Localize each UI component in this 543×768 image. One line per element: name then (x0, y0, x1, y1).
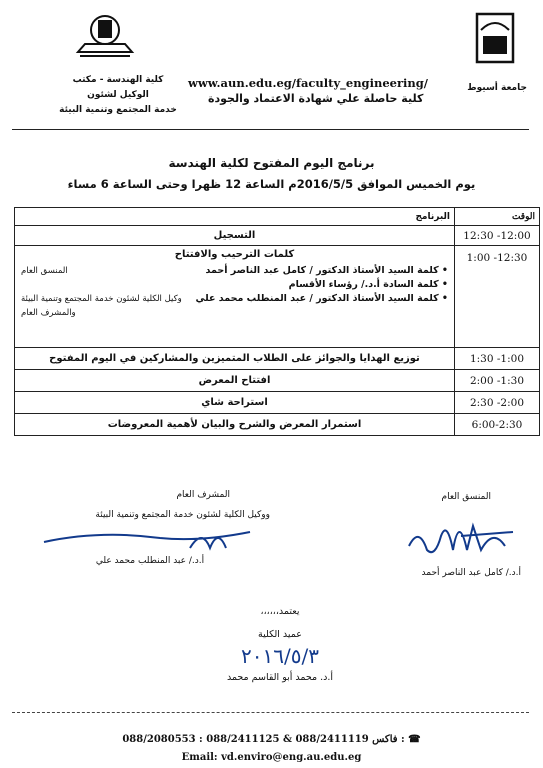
supervisor-title: المشرف العام (176, 490, 230, 500)
table-row (15, 246, 540, 348)
row-time: 2:00 -1:30 (455, 370, 540, 392)
header-divider (12, 129, 529, 130)
table-row (15, 392, 540, 414)
supervisor-signature (40, 520, 270, 556)
approved-label: يعتمد،،،،،، (260, 606, 300, 617)
faculty-logo (70, 8, 140, 58)
row-activity: التسجيل (15, 226, 455, 246)
institute-line-2: خدمة المجتمع وتنمية البيئة (59, 105, 177, 115)
supervisor-signature-block (30, 490, 270, 566)
welcome-extra-note: والمشرف العام (21, 308, 76, 318)
page-subtitle: يوم الخميس الموافق 2016/5/5م الساعة 12 ظهرا وحتى الساعة 6 مساء (67, 177, 476, 191)
footer-email[interactable]: Email: vd.enviro@eng.au.edu.eg (181, 752, 362, 763)
column-header-program: البرنامج (15, 208, 455, 226)
footer-phones: 088/2080553 : فاكس 088/2411119 & 088/2411125 : ☎ (122, 734, 421, 745)
dean-name: أ.د. محمد أبو القاسم محمد (226, 672, 334, 683)
welcome-item (21, 292, 448, 306)
row-activity: توزيع الهدايا والجوائز على الطلاب المتميزين والمشاركين في اليوم المفتوح (15, 348, 455, 370)
institute-name (58, 73, 178, 118)
welcome-note: المنسق العام (21, 266, 68, 276)
row-activity: كلمات الترحيب والافتتاح (174, 249, 295, 260)
column-header-time: الوقت (455, 208, 540, 226)
row-time: 12:30 -12:00 (455, 226, 540, 246)
coordinator-title: المنسق العام (441, 492, 491, 502)
welcome-speech: • كلمة السيد الأستاذ الدكتور / كامل عبد الناصر أحمد (205, 265, 448, 276)
row-activity: افتتاح المعرض (15, 370, 455, 392)
table-row (15, 348, 540, 370)
table-row (15, 414, 540, 436)
program-table (14, 207, 540, 436)
row-activity: استراحة شاي (15, 392, 455, 414)
row-time: 1:30 -1:00 (455, 348, 540, 370)
footer-divider (12, 712, 529, 713)
coordinator-name: أ.د./ كامل عبد الناصر أحمد (421, 568, 521, 578)
dean-approval-block (180, 606, 380, 683)
row-time: 2:30 -2:00 (455, 392, 540, 414)
welcome-speech: • كلمة السادة أ.د./ رؤساء الأقسام (288, 279, 448, 290)
supervisor-role: ووكيل الكلية لشئون خدمة المجتمع وتنمية البيئة (95, 510, 270, 520)
dean-title: عميد الكلية (258, 629, 302, 640)
faculty-url[interactable]: www.aun.edu.eg/faculty_engineering/ (188, 76, 428, 90)
row-activity: استمرار المعرض والشرح والبيان لأهمية المعروضات (15, 414, 455, 436)
welcome-cell (15, 246, 455, 348)
dean-date: ٢٠١٦/٥/٣ (241, 644, 319, 668)
university-logo (475, 12, 515, 64)
welcome-item (21, 264, 448, 278)
welcome-note: وكيل الكلية لشئون خدمة المجتمع وتنمية البيئة (21, 294, 182, 304)
welcome-speech: • كلمة السيد الأستاذ الدكتور / عبد المنطلب محمد علي (195, 293, 448, 304)
row-time: 6:00-2:30 (455, 414, 540, 436)
accreditation-text: كلية حاصلة علي شهادة الاعتماد والجودة (208, 92, 424, 105)
coordinator-signature-block (401, 492, 521, 578)
row-time: 1:00 -12:30 (455, 246, 540, 348)
institute-line-1: كلية الهندسة - مكتب الوكيل لشئون (72, 75, 164, 100)
university-name: جامعة أسيوط (467, 83, 527, 93)
table-row (15, 226, 540, 246)
table-header-row (15, 208, 540, 226)
table-row (15, 370, 540, 392)
coordinator-signature (401, 506, 521, 566)
welcome-item (21, 278, 448, 292)
supervisor-name: أ.د./ عبد المنطلب محمد علي (95, 556, 205, 566)
page-title: برنامج اليوم المفتوح لكلية الهندسة (168, 156, 375, 170)
